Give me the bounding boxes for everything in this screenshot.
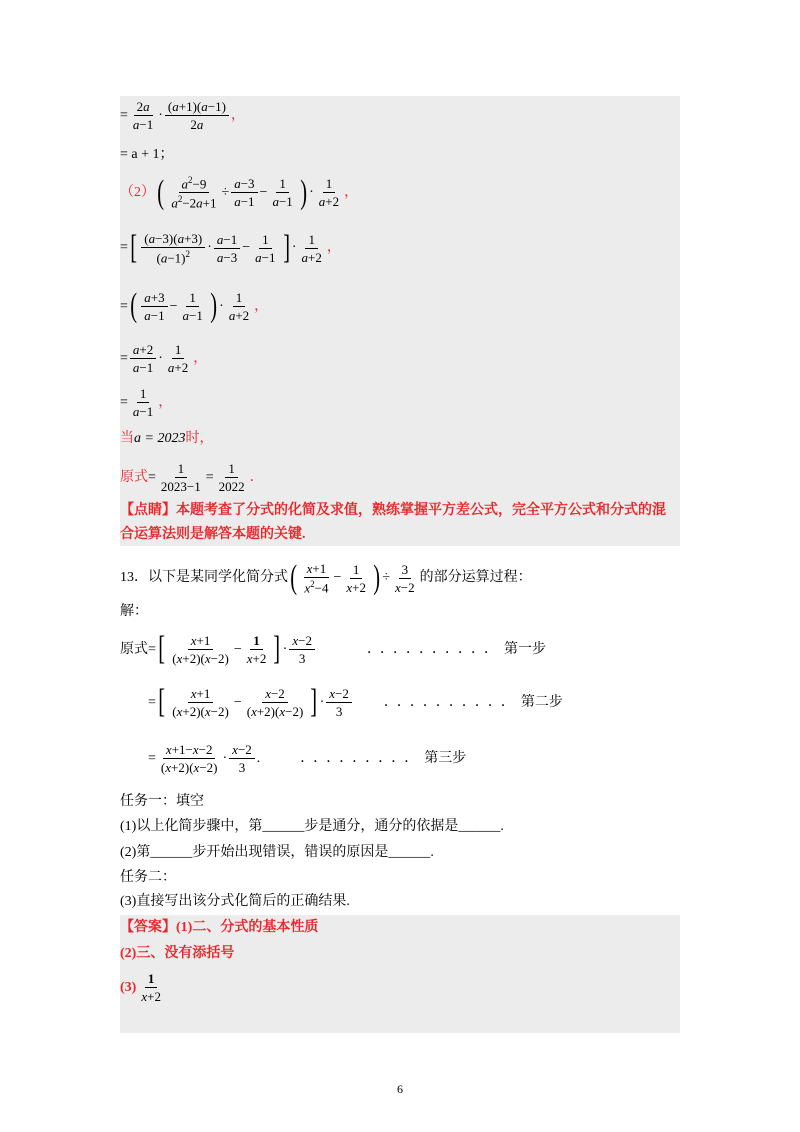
task-2-q3 [120, 895, 350, 909]
note-tag: 【点睛】 [120, 503, 176, 518]
q13-orig-label: 原式 [120, 641, 148, 657]
question-13-intro: 13．以下是某同学化简分式 ( $\frac{x+1}{x^2-4}$ − $\frac{1}{x+2}$ ) ÷ $\frac{3}{x-2}$ 的部分运算过程： [120, 558, 532, 596]
q1-text: (1)以上化简步骤中，第______步是通分，通分的依据是______. [120, 819, 504, 834]
page-number: 6 [397, 1082, 403, 1096]
q2-text: (2)第______步开始出现错误，错误的原因是______. [120, 845, 434, 860]
solution-line-8 [120, 432, 213, 446]
line-6-punct: ， [193, 350, 208, 366]
step-2-label: 第二步 [520, 694, 563, 710]
solution-line-6: = $\frac{a+2}{a-1}$ · $\frac{1}{a+2}$ ， [120, 342, 208, 375]
answer-2: (2)三、没有添括号 [120, 946, 235, 961]
line-4-punct: ， [326, 240, 341, 256]
note-line-1 [120, 504, 666, 518]
when-prefix: 当 [120, 431, 134, 446]
step-1-dots: ．．．．．．．．．． [366, 641, 504, 657]
line-7-punct: ， [158, 394, 173, 410]
step-3-dots: ．．．．．．．．． [300, 750, 425, 766]
line-9-punct: ． [249, 469, 264, 485]
task-1-heading [120, 795, 204, 809]
q13-step-3: = $\frac{x+1-x-2}{(x+2)(x-2)}$ · $\frac{x-2}{3}$ . ．．．．．．．．． 第三步 [148, 742, 467, 775]
answer-1: (1)二、分式的基本性质 [176, 920, 319, 935]
solution-line-9: 原式 = $\frac{1}{2023-1}$ = $\frac{1}{2022}$ ． [120, 461, 264, 494]
when-suffix: 时， [185, 431, 214, 446]
line-3-punct: ， [344, 184, 359, 200]
answer-3-label: (3) [120, 979, 137, 995]
note-text-1: 本题考查了分式的化简及求值，熟练掌握平方差公式，完全平方公式和分式的混 [176, 503, 666, 518]
original-label: 原式 [120, 469, 148, 485]
answer-line-3: (3) $\frac{1}{x+2}$ [120, 971, 161, 1004]
q13-intro-prefix: 13．以下是某同学化简分式 [120, 570, 288, 586]
when-expression: a = 2023 [134, 431, 186, 446]
line-2-text: = a + 1； [120, 147, 174, 162]
q13-jie [120, 605, 148, 619]
line-5-punct: ， [254, 298, 269, 314]
q13-step-1: 原式 = [ $\frac{x+1}{(x+2)(x-2)}$ − $\frac{1}{x+2}$ ] · $\frac{x-2}{3}$ ．．．．．．．．．． 第一步 [120, 630, 546, 668]
task-1-q1 [120, 820, 504, 834]
solution-line-2 [120, 148, 174, 162]
q3-text: (3)直接写出该分式化简后的正确结果. [120, 894, 350, 909]
task-1-text: 任务一：填空 [120, 794, 204, 809]
q13-step-2: = [ $\frac{x+1}{(x+2)(x-2)}$ − $\frac{x-2}{(x+2)(x-2)}$ ] · $\frac{x-2}{3}$ ．．．．．．．．．． 第二步 [148, 683, 563, 721]
answer-line-2 [120, 947, 234, 961]
task-2-heading [120, 871, 176, 885]
line-1-punct: ， [230, 107, 245, 123]
step-1-label: 第一步 [503, 641, 546, 657]
solution-line-4: = [ $\frac{(a-3)(a+3)}{(a-1)^2}$ · $\frac{a-1}{a-3}$ − $\frac{1}{a-1}$ ] · $\frac{1}{a+2}$ ， [120, 228, 341, 266]
solution-line-5: = ( $\frac{a+3}{a-1}$ − $\frac{1}{a-1}$ ) · $\frac{1}{a+2}$ ， [120, 287, 269, 325]
note-text-2: 合运算法则是解答本题的关键. [120, 527, 306, 542]
note-line-2 [120, 528, 306, 542]
part-2-label: （2） [120, 184, 155, 200]
task-2-text: 任务二： [120, 870, 176, 885]
answer-line-1 [120, 921, 318, 935]
q13-intro-suffix: 的部分运算过程： [419, 570, 532, 586]
step-2-dots: ．．．．．．．．．． [383, 694, 521, 710]
task-1-q2 [120, 846, 434, 860]
solution-line-1: = $\frac{2a}{a-1}$ · $\frac{(a+1)(a-1)}{2a}$ ， [120, 99, 245, 132]
step-3-label: 第三步 [424, 750, 467, 766]
answer-tag: 【答案】 [120, 920, 176, 935]
jie-label: 解： [120, 604, 148, 619]
solution-line-3: （2） ( $\frac{a^2-9}{a^2-2a+1}$ ÷ $\frac{a-3}{a-1}$ − $\frac{1}{a-1}$ ) · $\frac{1}{a+2}$ ， [120, 173, 359, 211]
solution-line-7: = $\frac{1}{a-1}$ ， [120, 386, 173, 419]
